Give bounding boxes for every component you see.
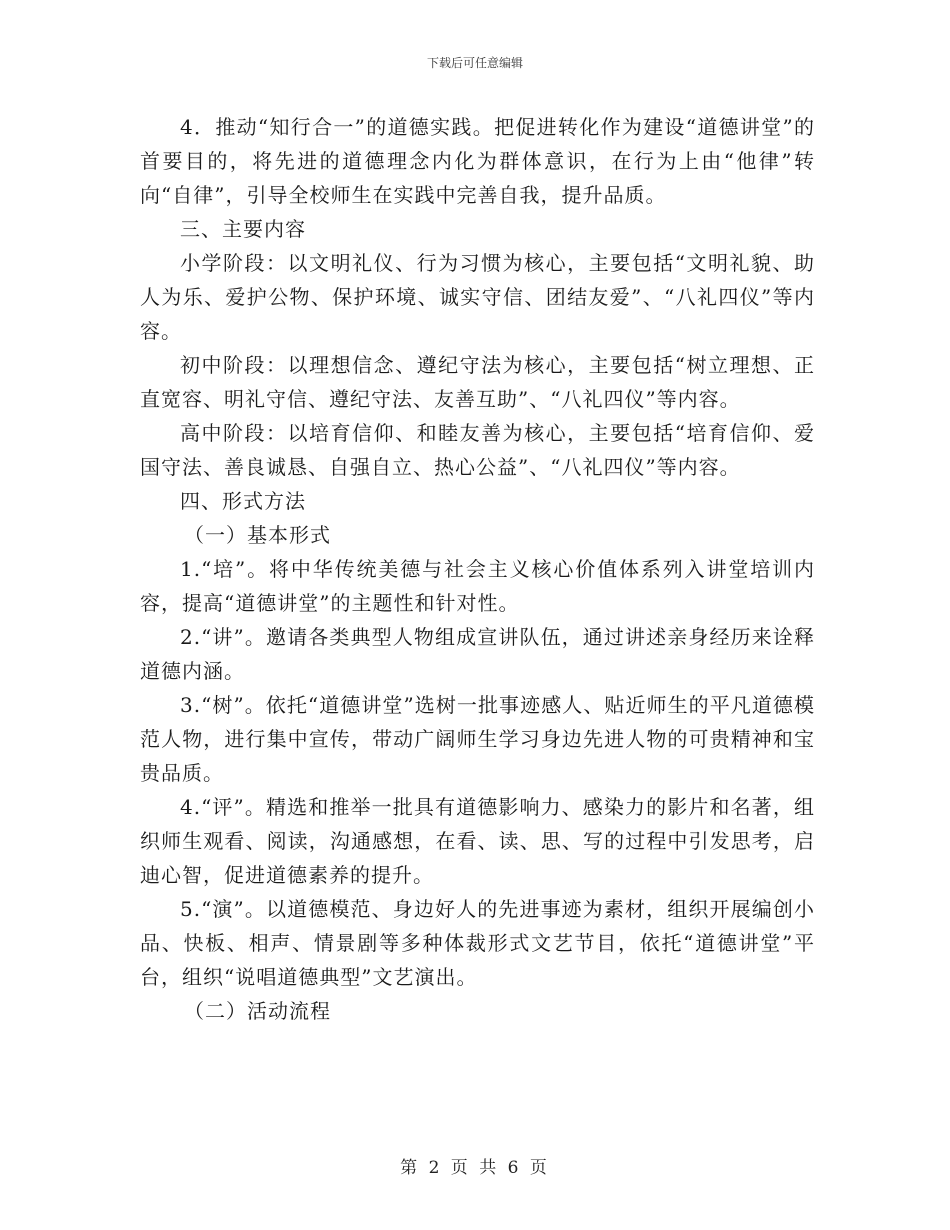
paragraph-primary-stage: 小学阶段：以文明礼仪、行为习惯为核心，主要包括“文明礼貌、助人为乐、爱护公物、保护环境、诚实守信、团结友爱”、“八礼四仪”等内容。 [140,251,815,343]
paragraph-form-perform: 5.“演”。以道德模范、身边好人的先进事迹为素材，组织开展编创小品、快板、相声、情景剧等多种体裁形式文艺节目，依托“道德讲堂”平台，组织“说唱道德典型”文艺演出。 [140,897,815,989]
paragraph-senior-stage: 高中阶段：以培育信仰、和睦友善为核心，主要包括“培育信仰、爱国守法、善良诚恳、自强自立、热心公益”、“八礼四仪”等内容。 [140,421,815,479]
page-number: 第 2 页 共 6 页 [400,1158,550,1178]
paragraph-practice: 4．推动“知行合一”的道德实践。把促进转化作为建设“道德讲堂”的首要目的，将先进的道德理念内化为群体意识，在行为上由“他律”转向“自律”，引导全校师生在实践中完善自我，提升品质。 [140,115,815,207]
subheading-activity-flow: （二）活动流程 [184,999,331,1023]
subheading-basic-forms: （一）基本形式 [184,523,331,547]
paragraph-form-train: 1.“培”。将中华传统美德与社会主义核心价值体系列入讲堂培训内容，提高“道德讲堂”的主题性和针对性。 [140,557,815,615]
paragraph-junior-stage: 初中阶段：以理想信念、遵纪守法为核心，主要包括“树立理想、正直宽容、明礼守信、遵纪守法、友善互助”、“八礼四仪”等内容。 [140,353,815,411]
paragraph-form-model: 3.“树”。依托“道德讲堂”选树一批事迹感人、贴近师生的平凡道德模范人物，进行集中宣传，带动广阔师生学习身边先进人物的可贵精神和宝贵品质。 [140,693,815,785]
paragraph-form-review: 4.“评”。精选和推举一批具有道德影响力、感染力的影片和名著，组织师生观看、阅读，沟通感想，在看、读、思、写的过程中引发思考，启迪心智，促进道德素养的提升。 [140,795,815,887]
section-heading-main-content: 三、主要内容 [180,217,306,241]
paragraph-form-speak: 2.“讲”。邀请各类典型人物组成宣讲队伍，通过讲述亲身经历来诠释道德内涵。 [140,625,815,683]
section-heading-methods: 四、形式方法 [180,489,306,513]
document-body [140,110,815,1028]
header-note: 下载后可任意编辑 [426,56,523,70]
